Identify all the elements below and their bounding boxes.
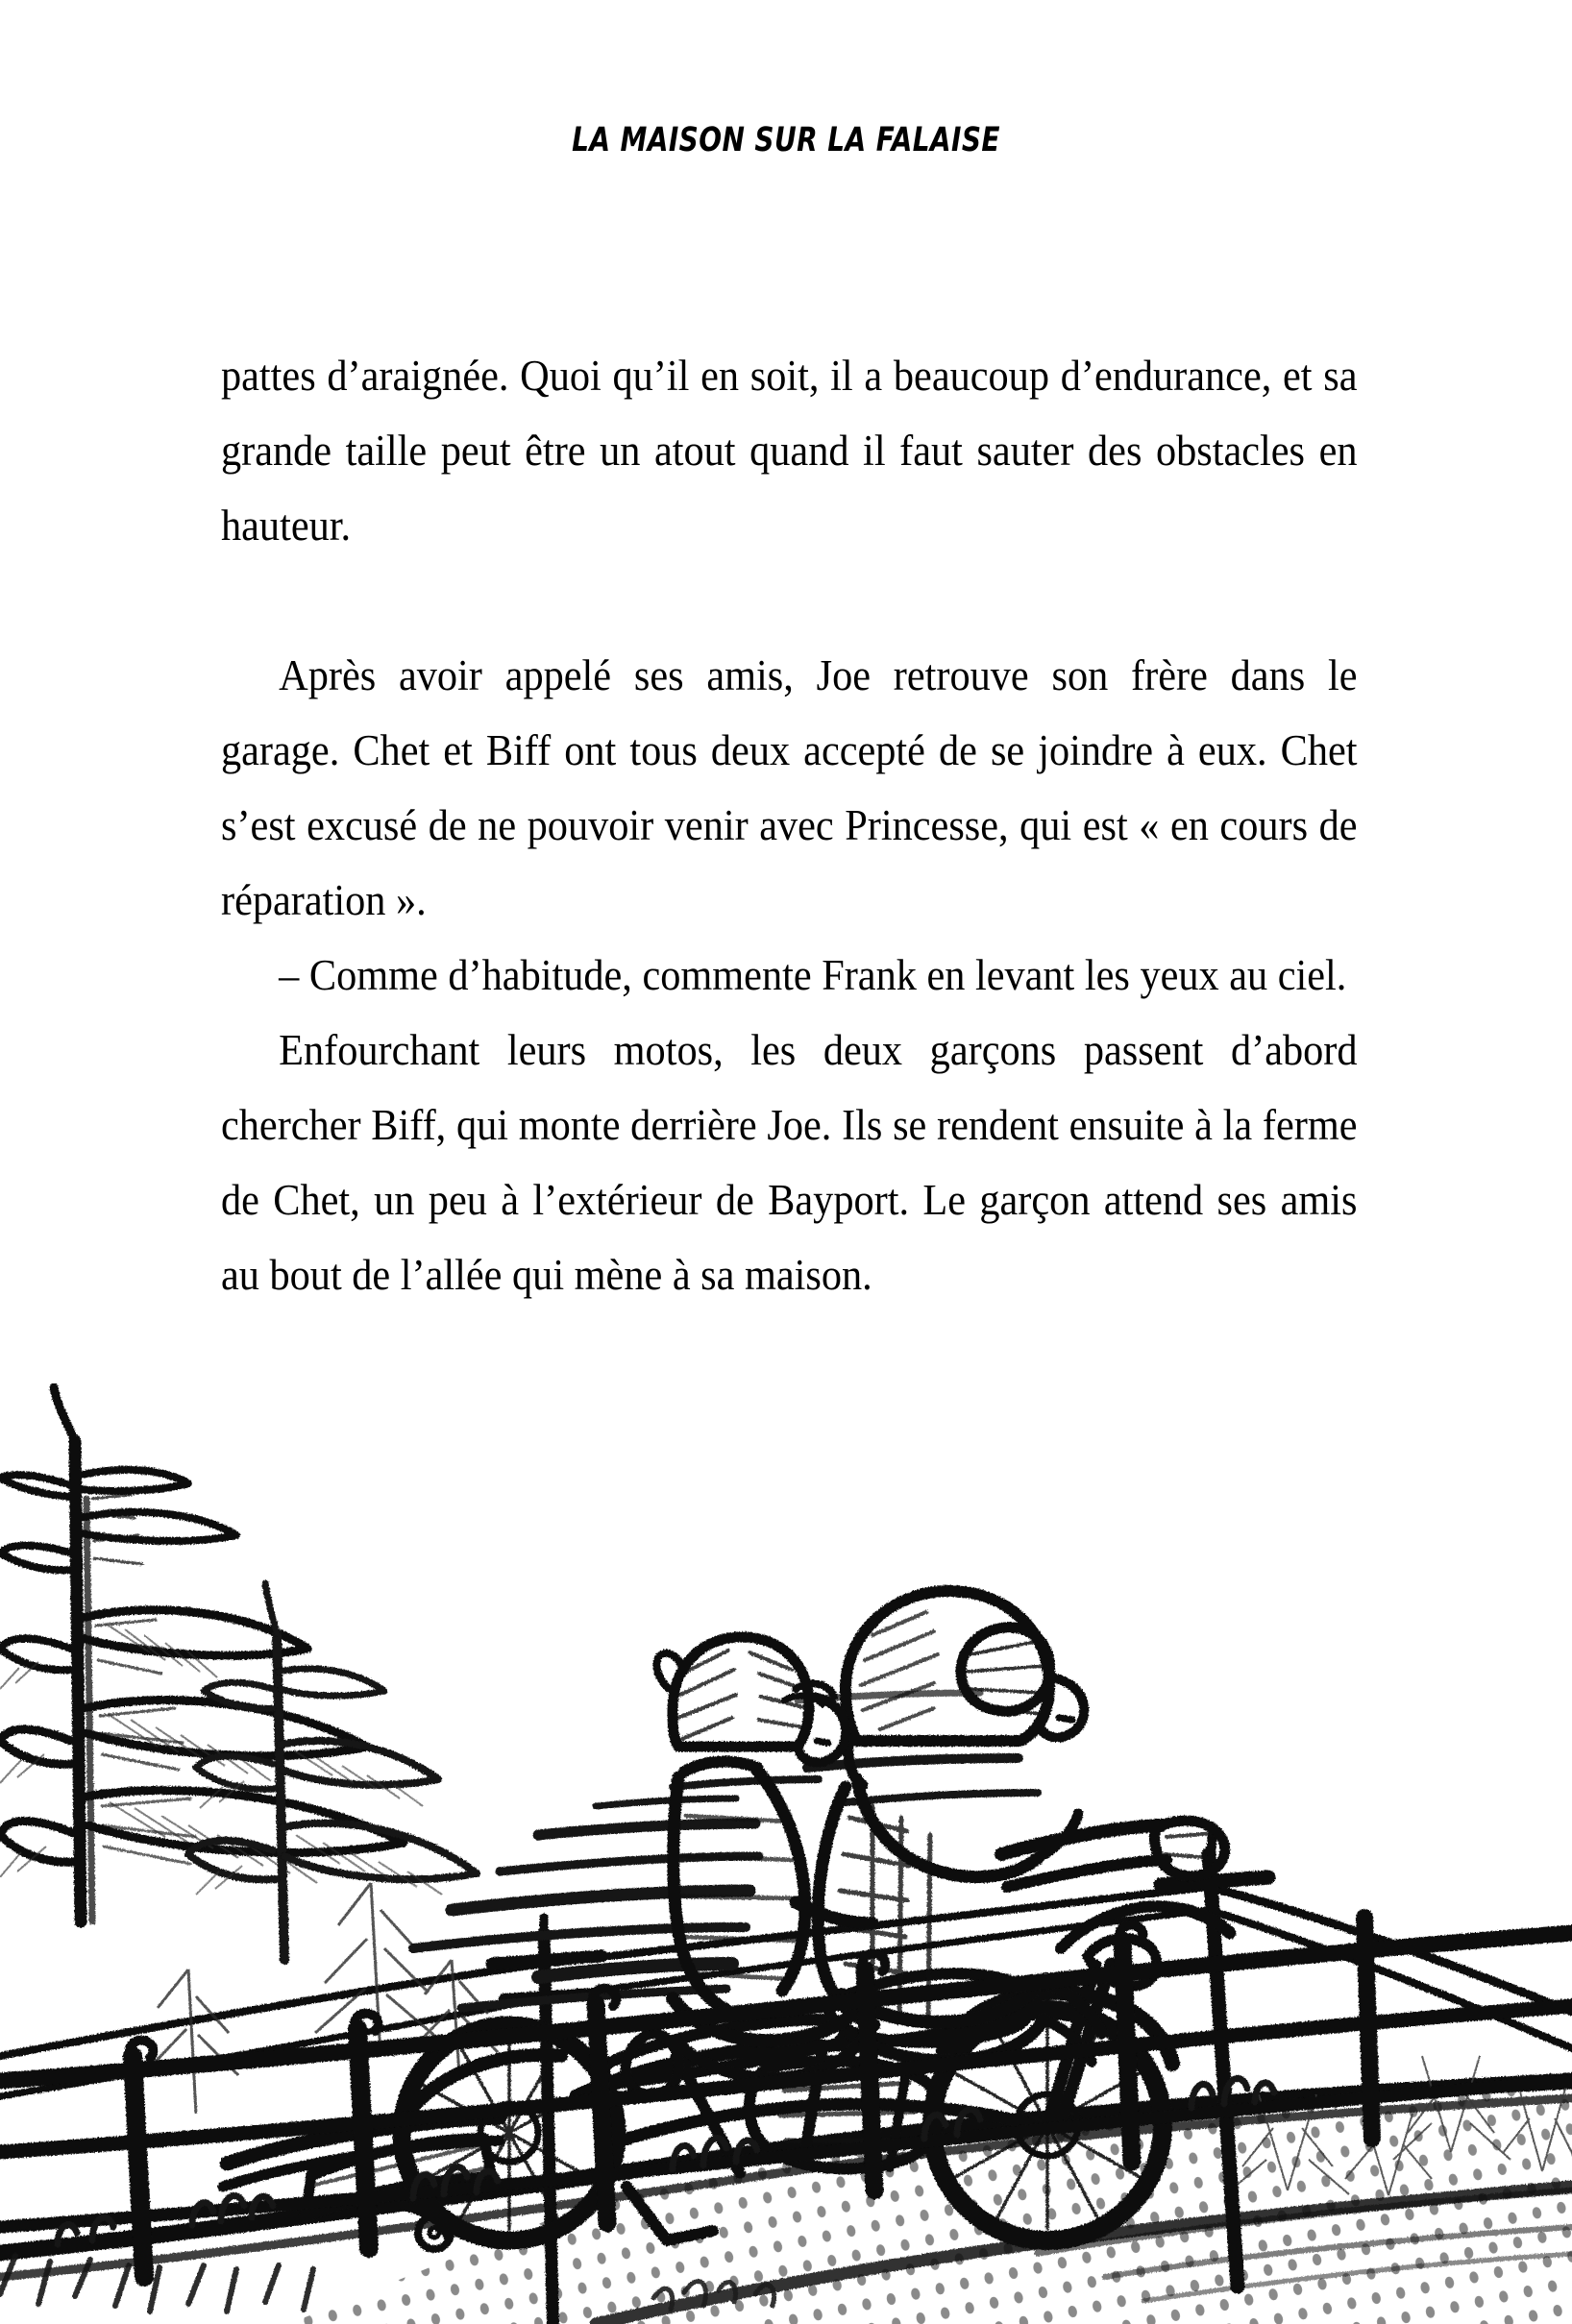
illustration-canvas: [0, 1383, 1572, 2324]
paragraph-4-text: Enfourchant leurs motos, les deux garçons passent d’abord chercher Biff, qui monte derrière Joe. Ils se rendent ensuite à la ferme de Chet, un peu à l’extérieur de Bayport. Le garçon attend ses amis au bout de l’allée qui mène à sa maison.: [221, 1026, 1358, 1299]
paragraph-2: [221, 638, 1358, 938]
running-header: LA MAISON SUR LA FALAISE: [572, 121, 1000, 159]
body-text-block: [221, 338, 1357, 1312]
paragraph-3-dialogue: [221, 938, 1358, 1013]
paragraph-3-text: – Comme d’habitude, commente Frank en levant les yeux au ciel.: [279, 951, 1347, 999]
paragraph-2-text: Après avoir appelé ses amis, Joe retrouve son frère dans le garage. Chet et Biff ont tous deux accepté de se joindre à eux. Chet s’est excusé de ne pouvoir venir avec Princesse, qui est « en cours de réparation ».: [221, 651, 1358, 924]
chapter-illustration: [0, 1383, 1572, 2324]
paragraph-1-text: pattes d’araignée. Quoi qu’il en soit, il a beaucoup d’endurance, et sa grande taille peut être un atout quand il faut sauter des obstacles en hauteur.: [221, 352, 1358, 550]
paragraph-4: [221, 1013, 1358, 1312]
paragraph-1: [221, 338, 1358, 563]
